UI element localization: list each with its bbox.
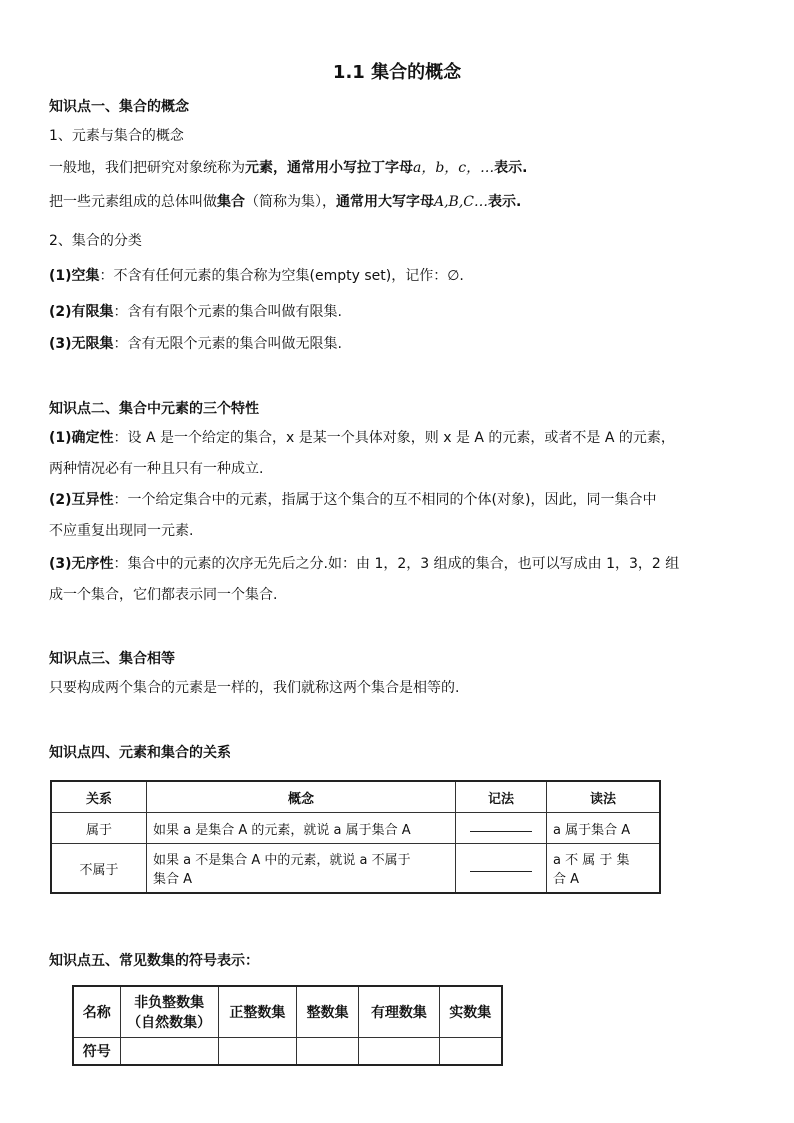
term-element: 元素 — [245, 160, 273, 176]
text-bold: 表示. — [488, 194, 522, 210]
cell-reading — [547, 844, 661, 894]
kp1-line-2 — [49, 192, 521, 212]
text: ：集合中的元素的次序无先后之分.如：由 1，2，3 组成的集合，也可以写成由 1，3，2 组 — [113, 556, 680, 572]
col-header-concept: 概念 — [147, 781, 456, 813]
text: （简称为集）， — [245, 194, 336, 210]
cell-concept: 如果 a 是集合 A 的元素，就说 a 属于集合 A — [147, 813, 456, 844]
cell-line: 非负整数集 — [134, 995, 205, 1011]
text: ：含有有限个元素的集合叫做有限集. — [113, 304, 342, 320]
kp4-heading: 知识点四、元素和集合的关系 — [49, 745, 231, 761]
table-row — [51, 844, 660, 894]
cell-concept — [147, 844, 456, 894]
label: (2)有限集 — [49, 304, 114, 320]
kp1-class-2 — [49, 302, 342, 322]
col-header-notation: 记法 — [456, 781, 547, 813]
cell-notation-blank[interactable] — [456, 844, 547, 894]
cell-notation-blank[interactable] — [456, 813, 547, 844]
col-reals: 实数集 — [439, 986, 502, 1038]
kp2-p3-line1 — [49, 554, 679, 574]
col-integers: 整数集 — [296, 986, 358, 1038]
kp1-subheading-1: 1、元素与集合的概念 — [49, 128, 184, 144]
math-letters: A,B,C… — [434, 194, 489, 210]
col-nonnegative-integers — [120, 986, 218, 1038]
fill-blank[interactable] — [470, 861, 532, 872]
text-bold: 表示. — [494, 160, 528, 176]
table-row — [51, 813, 660, 844]
cell-reading: a 属于集合 A — [547, 813, 661, 844]
symbol-blank[interactable] — [296, 1038, 358, 1066]
kp1-heading: 知识点一、集合的概念 — [49, 99, 189, 115]
symbol-blank[interactable] — [439, 1038, 502, 1066]
cell-line: 合 A — [553, 872, 580, 887]
col-header-reading: 读法 — [547, 781, 661, 813]
kp3-text: 只要构成两个集合的元素是一样的，我们就称这两个集合是相等的. — [49, 680, 460, 696]
cell-line: a 不 属 于 集 — [553, 853, 630, 868]
label: (3)无限集 — [49, 336, 114, 352]
text: ：设 A 是一个给定的集合，x 是某一个具体对象，则 x 是 A 的元素，或者不是 A 的元素， — [113, 430, 675, 446]
kp2-heading: 知识点二、集合中元素的三个特性 — [49, 401, 259, 417]
label: (3)无序性 — [49, 556, 114, 572]
number-sets-table — [72, 985, 503, 1066]
col-rationals: 有理数集 — [359, 986, 439, 1038]
element-set-relation-table — [50, 780, 661, 894]
symbol-blank[interactable] — [359, 1038, 439, 1066]
kp5-heading: 知识点五、常见数集的符号表示： — [49, 953, 259, 969]
label: (1)空集 — [49, 268, 100, 284]
term-set: 集合 — [217, 194, 245, 210]
table-row-names — [73, 986, 502, 1038]
kp1-subheading-2: 2、集合的分类 — [49, 233, 142, 249]
cell-relation: 不属于 — [51, 844, 147, 894]
math-letters: a，b，c，… — [413, 160, 495, 176]
col-positive-integers: 正整数集 — [218, 986, 296, 1038]
table-header-row — [51, 781, 660, 813]
kp1-line-1 — [49, 158, 527, 178]
kp2-p3-line2: 成一个集合，它们都表示同一个集合. — [49, 587, 278, 603]
text: ：不含有任何元素的集合称为空集(empty set)，记作：∅. — [99, 268, 464, 284]
col-header-relation: 关系 — [51, 781, 147, 813]
fill-blank[interactable] — [470, 821, 532, 832]
kp1-class-1 — [49, 266, 464, 286]
symbol-blank[interactable] — [218, 1038, 296, 1066]
text: ：含有无限个元素的集合叫做无限集. — [113, 336, 342, 352]
cell-line: （自然数集） — [127, 1015, 212, 1031]
symbol-blank[interactable] — [120, 1038, 218, 1066]
kp2-p1-line2: 两种情况必有一种且只有一种成立. — [49, 461, 264, 477]
text: 一般地，我们把研究对象统称为 — [49, 160, 245, 176]
text: 把一些元素组成的总体叫做 — [49, 194, 217, 210]
cell-relation: 属于 — [51, 813, 147, 844]
kp2-p2-line2: 不应重复出现同一元素. — [49, 523, 194, 539]
kp1-class-3 — [49, 334, 342, 354]
page-title: 1.1 集合的概念 — [332, 62, 462, 83]
text: ：一个给定集合中的元素，指属于这个集合的互不相同的个体(对象)，因此，同一集合中 — [113, 492, 657, 508]
cell-line: 集合 A — [153, 872, 193, 887]
kp3-heading: 知识点三、集合相等 — [49, 651, 175, 667]
kp2-p2-line1 — [49, 490, 656, 510]
row-label-symbol: 符号 — [73, 1038, 120, 1066]
label: (2)互异性 — [49, 492, 114, 508]
table-row-symbols — [73, 1038, 502, 1066]
text-bold: ，通常用小写拉丁字母 — [273, 160, 413, 176]
row-label-name: 名称 — [73, 986, 120, 1038]
text-bold: 通常用大写字母 — [336, 194, 434, 210]
kp2-p1-line1 — [49, 428, 675, 448]
label: (1)确定性 — [49, 430, 114, 446]
cell-line: 如果 a 不是集合 A 中的元素，就说 a 不属于 — [153, 853, 411, 868]
